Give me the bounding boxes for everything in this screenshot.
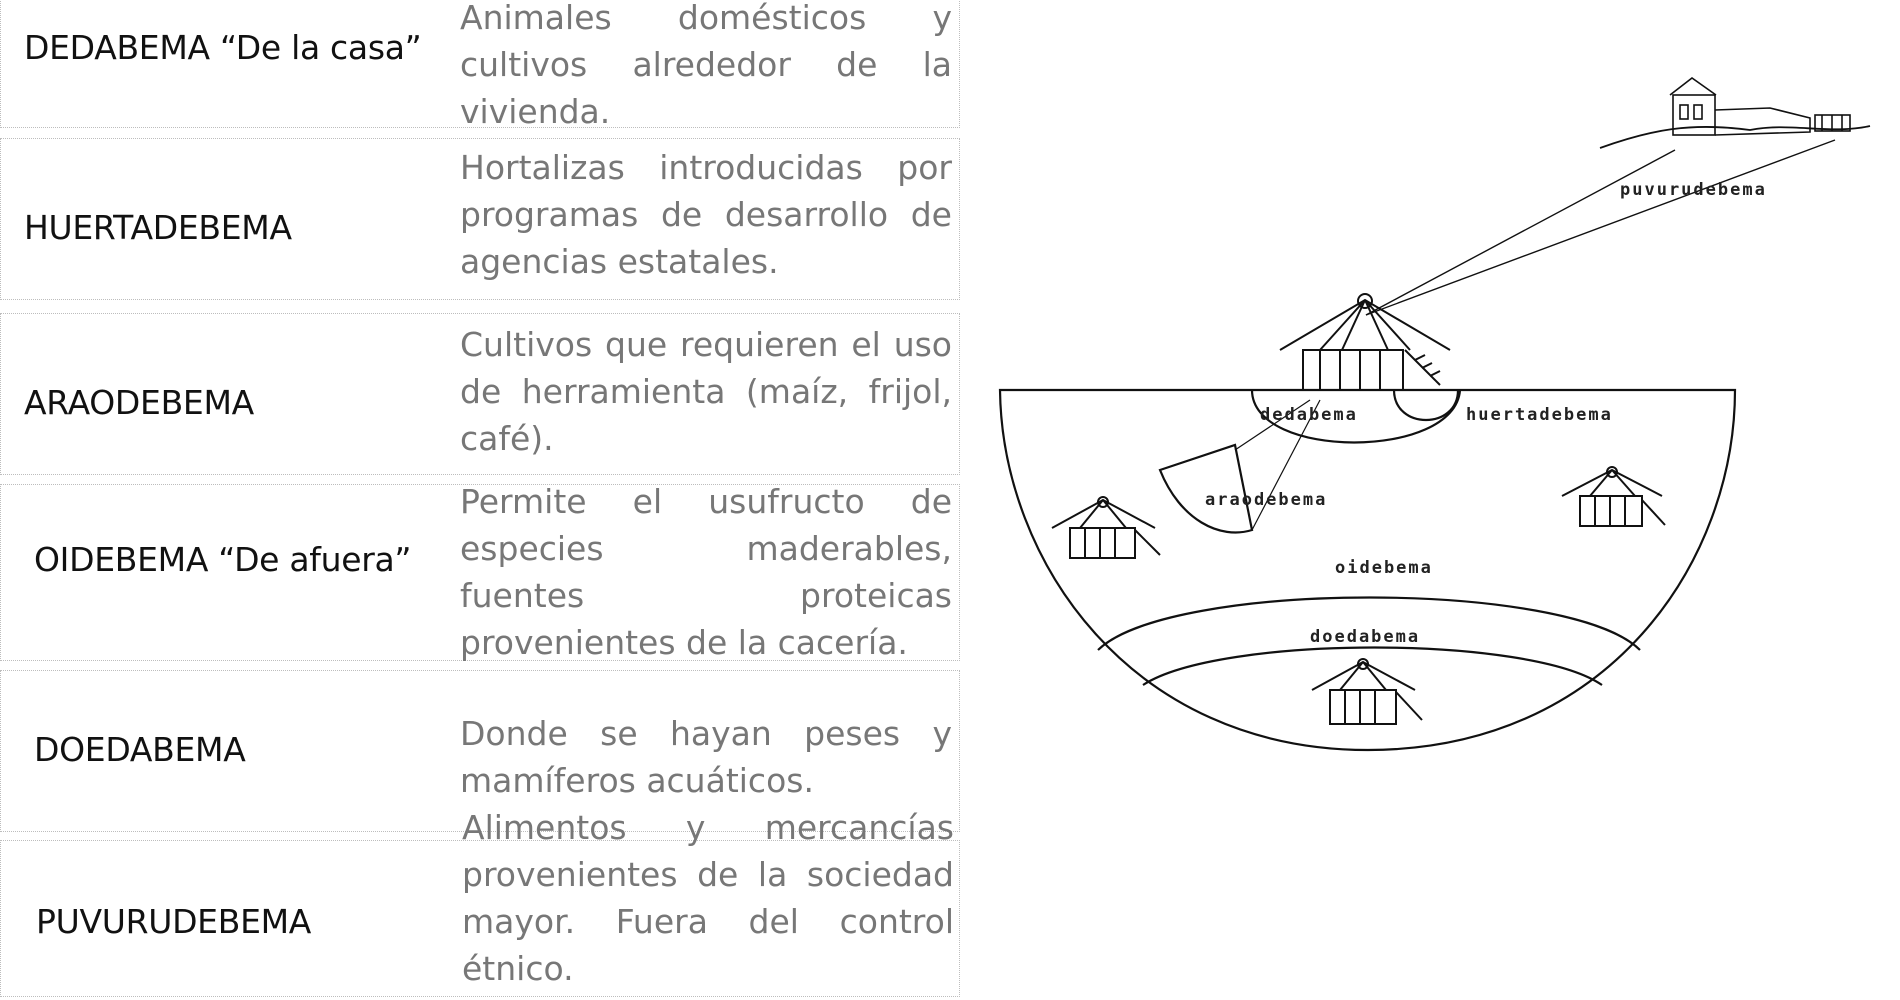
puvurudebema-label: puvurudebema xyxy=(1620,180,1767,200)
row-huertadebema xyxy=(0,138,960,298)
right-house-icon xyxy=(1562,467,1665,526)
row-label: ARAODEBEMA xyxy=(24,383,254,422)
row-label: PUVURUDEBEMA xyxy=(36,902,312,941)
left-house-icon xyxy=(1052,497,1160,558)
doedabema-label: doedabema xyxy=(1310,627,1421,647)
araodebema-zone xyxy=(1160,445,1252,533)
row-dedabema xyxy=(0,0,960,130)
row-description: Alimentos y mercancías provenientes de la sociedad mayor. Fuera del control étnico. xyxy=(462,808,954,988)
oidebema-label: oidebema xyxy=(1335,558,1433,578)
row-description: Hortalizas introducidas por programas de desarrollo de agencias estatales. xyxy=(460,148,952,281)
row-label: DOEDABEMA xyxy=(34,730,246,769)
row-description: Cultivos que requieren el uso de herramienta (maíz, frijol, café). xyxy=(460,325,952,458)
link-line xyxy=(1366,150,1675,315)
row-puvurudebema xyxy=(0,808,960,1000)
row-description: Permite el usufructo de especies maderables, fuentes proteicas provenientes de la cacería. xyxy=(460,482,952,662)
territory-diagram xyxy=(990,60,1880,780)
town-hill xyxy=(1600,126,1870,148)
row-label: OIDEBEMA “De afuera” xyxy=(34,540,412,579)
row-description: Donde se hayan peses y mamíferos acuáticos. xyxy=(460,714,952,800)
central-house-icon xyxy=(1280,294,1450,390)
link-line xyxy=(1366,140,1835,315)
row-description: Animales domésticos y cultivos alrededor de la vivienda. xyxy=(460,0,952,131)
row-araodebema xyxy=(0,313,960,473)
row-oidebema xyxy=(0,482,960,662)
row-label: HUERTADEBEMA xyxy=(24,208,292,247)
araodebema-label: araodebema xyxy=(1205,490,1328,510)
row-label: DEDABEMA “De la casa” xyxy=(24,28,422,67)
huertadebema-label: huertadebema xyxy=(1466,405,1613,425)
bottom-house-icon xyxy=(1312,659,1422,724)
dedabema-label: dedabema xyxy=(1260,405,1358,425)
